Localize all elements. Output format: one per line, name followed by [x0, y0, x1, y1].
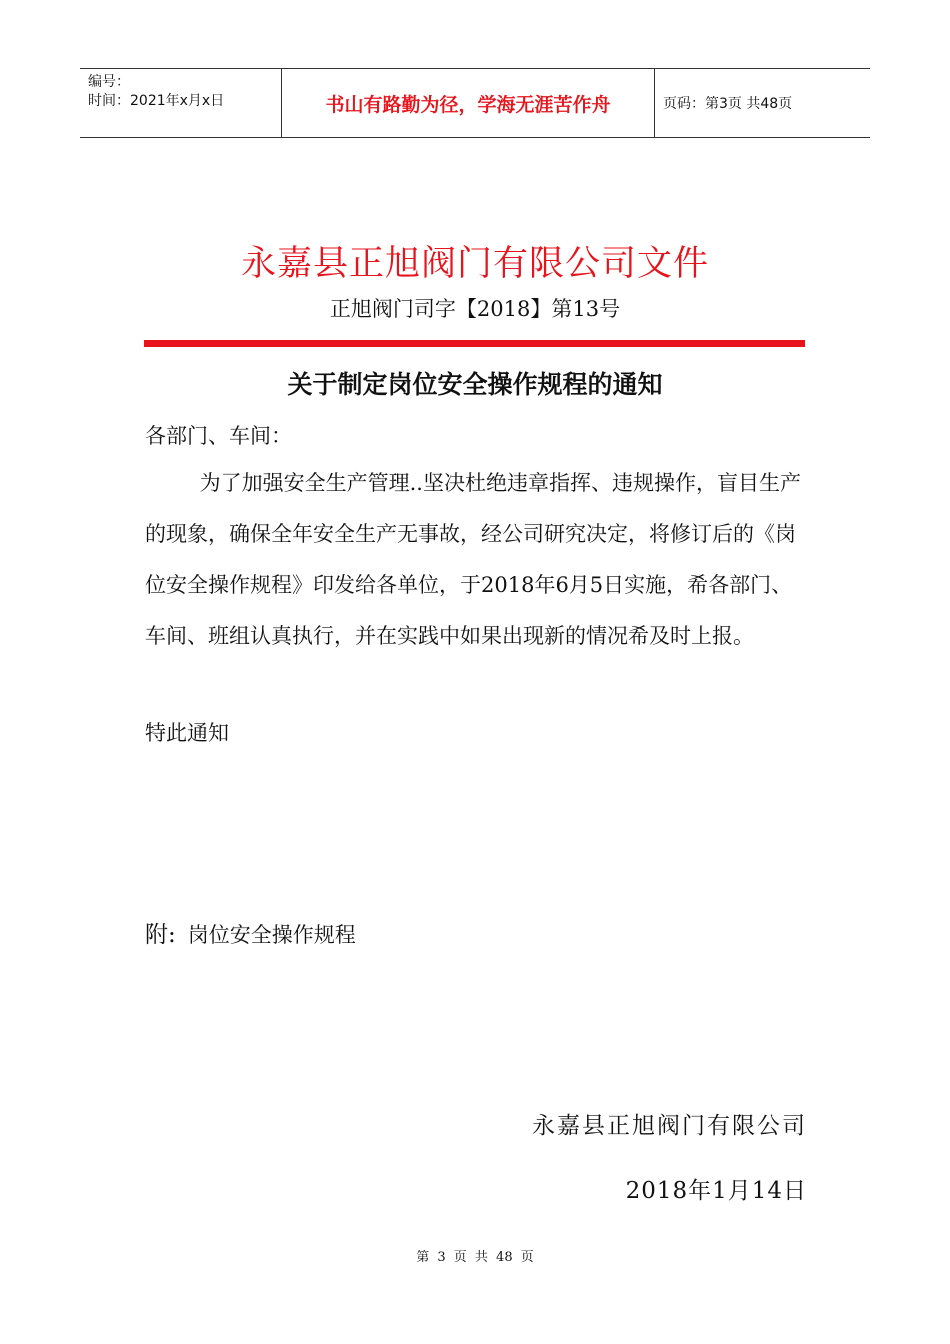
salutation: 各部门、车间： — [145, 424, 292, 448]
red-divider — [144, 340, 805, 347]
attachment-line — [145, 916, 356, 949]
header-motto: 书山有路勤为径，学海无涯苦作舟 — [281, 69, 655, 137]
attachment-label: 附: — [145, 922, 176, 948]
page-footer: 第 3 页 共 48 页 — [416, 1250, 534, 1265]
time-label: 时间：2021年x月x日 — [88, 93, 225, 109]
attachment-name: 岗位安全操作规程 — [187, 923, 356, 947]
signature-date: 2018年1月14日 — [625, 1178, 807, 1204]
document-title: 永嘉县正旭阀门有限公司文件 — [240, 244, 709, 284]
number-label: 编号： — [88, 74, 130, 90]
header-table — [80, 68, 870, 138]
closing-line: 特此通知 — [145, 721, 229, 745]
body-paragraph: 为了加强安全生产管理..坚决杜绝违章指挥、违规操作，盲目生产的现象，确保全年安全生产无事故，经公司研究决定，将修订后的《岗位安全操作规程》印发给各单位，于2018年6月5日实施，希各部门、车间、班组认真执行，并在实践中如果出现新的情况希及时上报。 — [145, 471, 801, 648]
header-page-info: 页码：第3页 共48页 — [663, 96, 793, 112]
header-meta-cell — [80, 69, 281, 137]
signature-company: 永嘉县正旭阀门有限公司 — [532, 1113, 807, 1139]
notice-title: 关于制定岗位安全操作规程的通知 — [287, 370, 663, 399]
document-number: 正旭阀门司字【2018】第13号 — [329, 297, 621, 321]
